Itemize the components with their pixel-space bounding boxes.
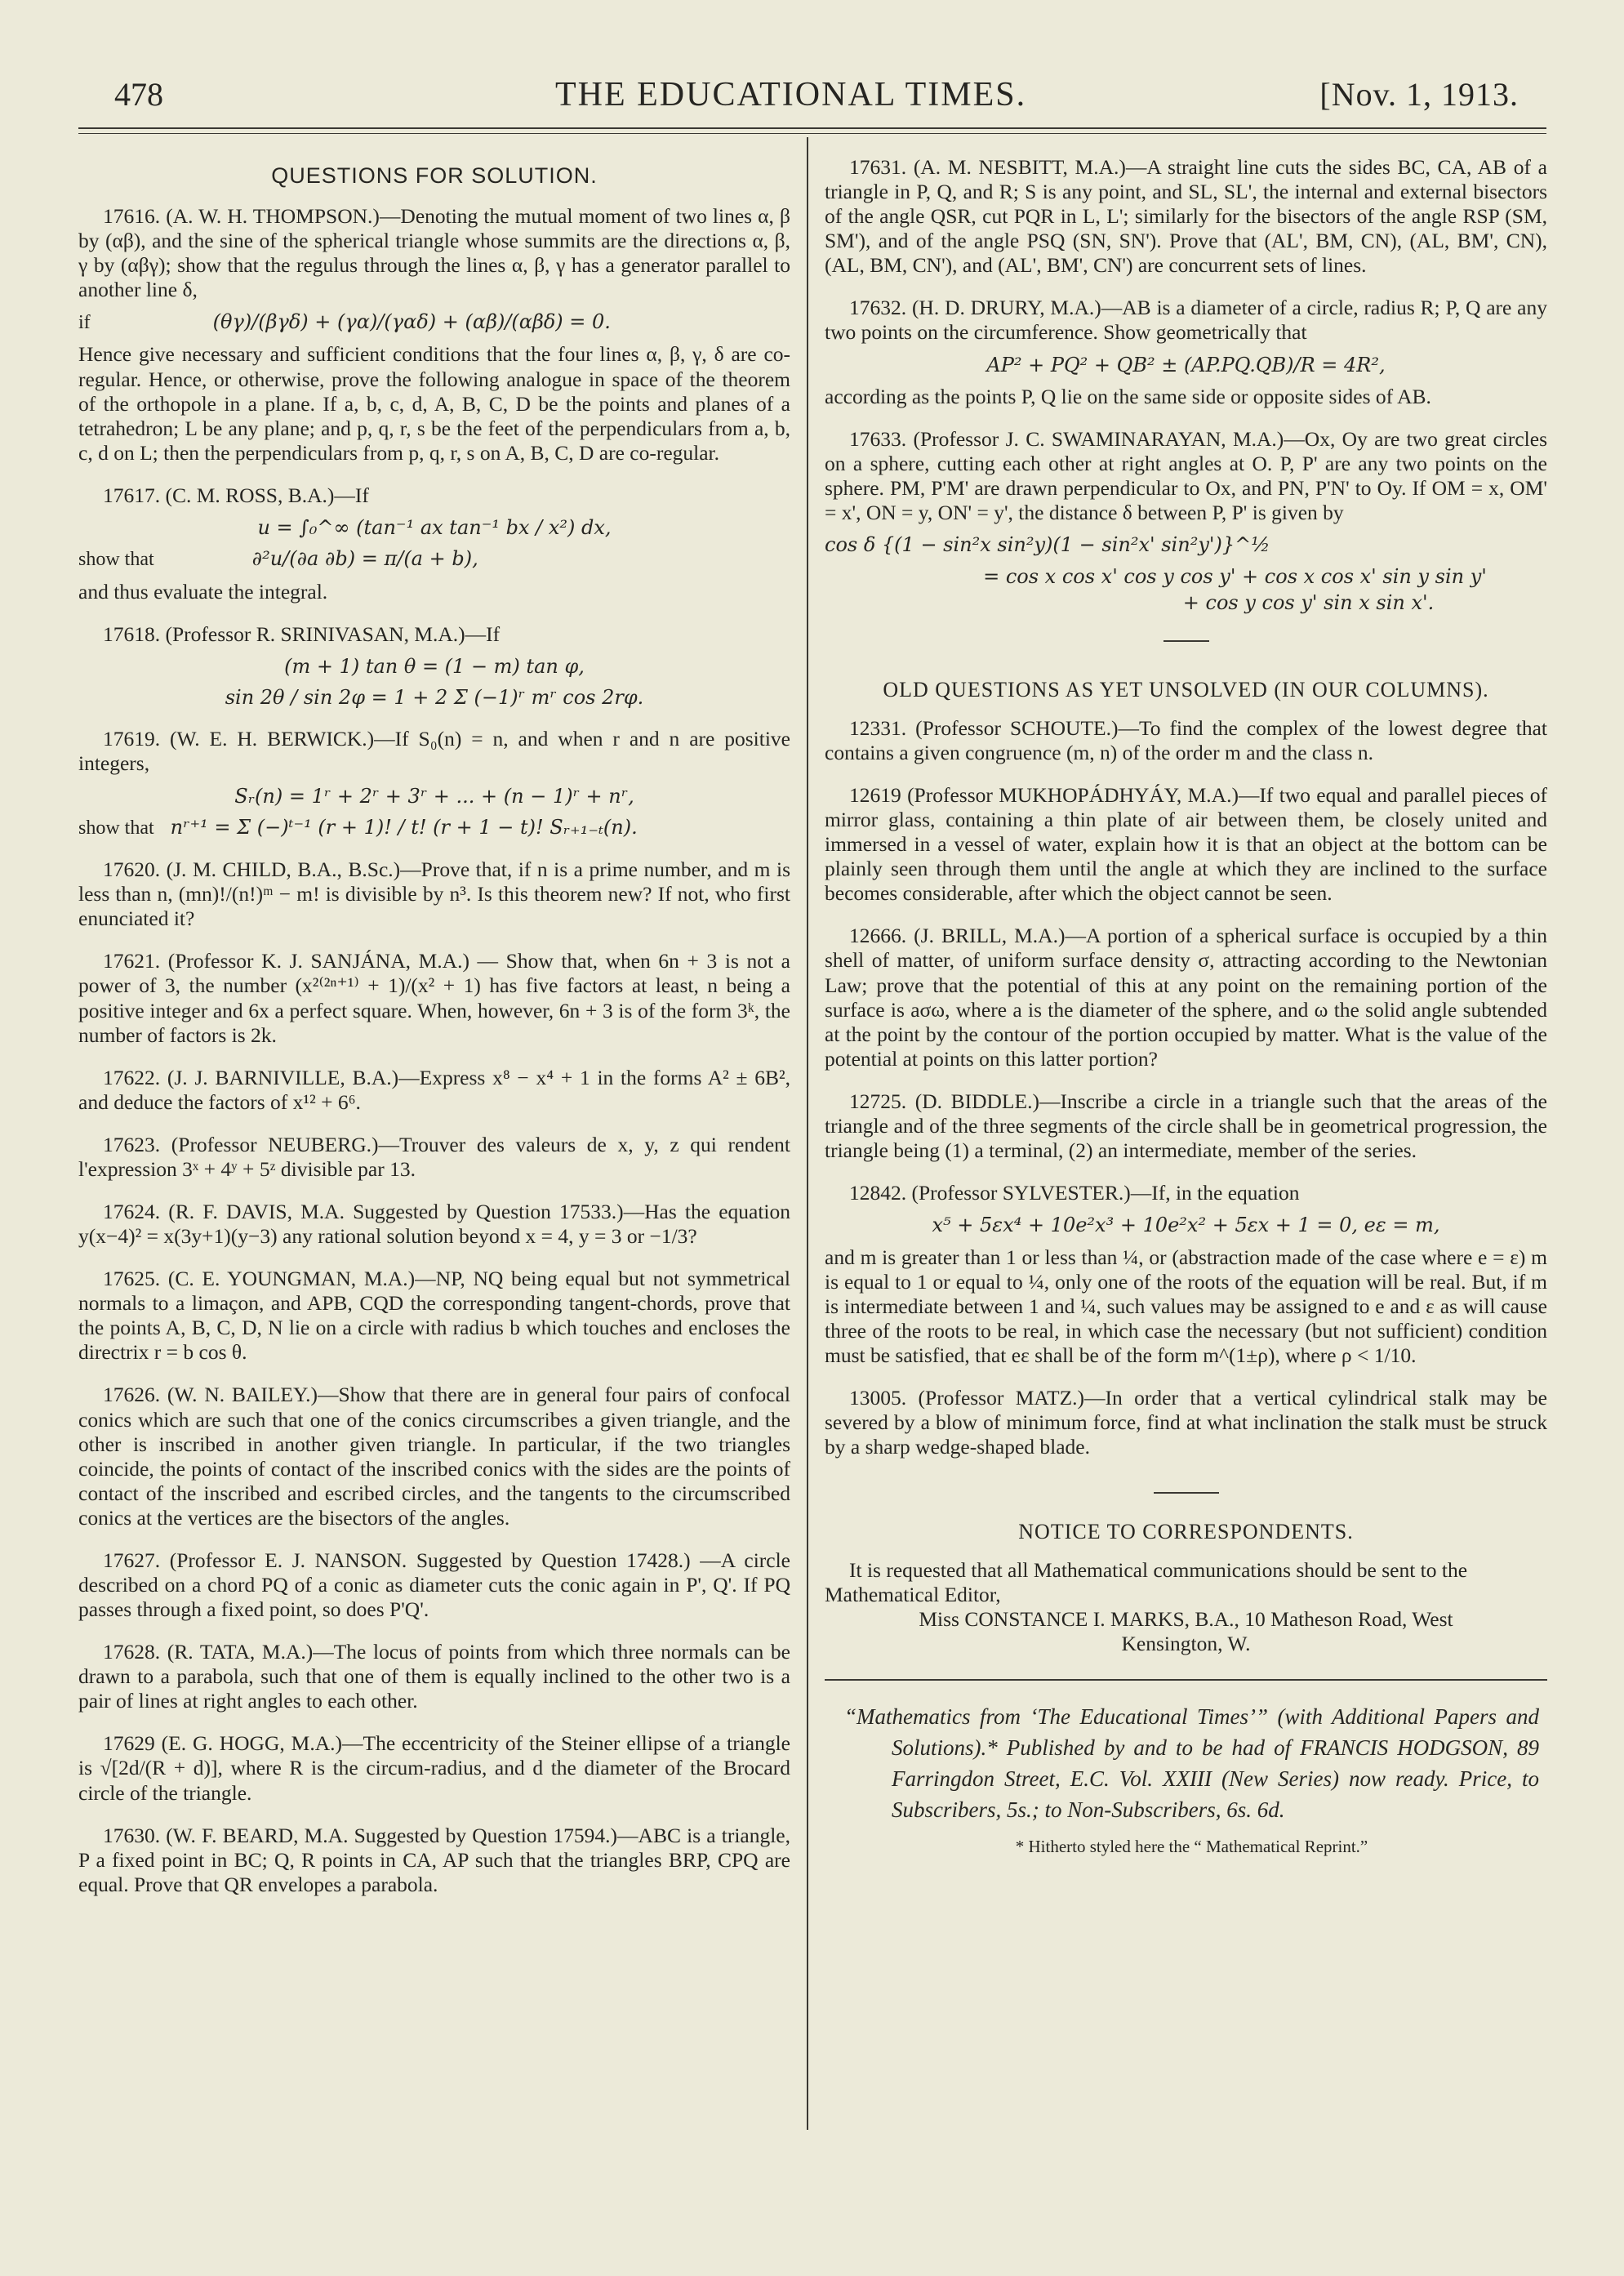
right-column xyxy=(825,147,1547,1874)
question-text: 17619. (W. E. H. BERWICK.)—If S₀(n) = n, and when r and n are positive integers, xyxy=(78,727,790,776)
question-17616 xyxy=(78,204,790,465)
question-text: 12842. (Professor SYLVESTER.)—If, in the equation xyxy=(849,1181,1300,1205)
old-questions-heading: OLD QUESTIONS AS YET UNSOLVED (IN OUR COLUMNS). xyxy=(883,678,1489,702)
question-text-continued: according as the points P, Q lie on the same side or opposite sides of AB. xyxy=(825,384,1431,408)
formula-body: (θγ)/(βγδ) + (γα)/(γαδ) + (αβ)/(αβδ) = 0. xyxy=(212,310,611,334)
question-text: 17621. (Professor K. J. SANJÁNA, M.A.) — Show that, when 6n + 3 is not a power of 3, the number (x²⁽²ⁿ⁺¹⁾ + 1)/(x² + 1) has five factors at least, n being a positive integer and 6x a perfect square. When, however, 6n + 3 is of the form 3ᵏ, the number of factors is 2k. xyxy=(78,949,790,1047)
question-text: 17624. (R. F. DAVIS, M.A. Suggested by Question 17533.)—Has the equation y(x−4)² = x(3y+1)(y−3) any rational solution beyond x = 4, y = 3 or −1/3? xyxy=(78,1200,790,1249)
notice-divider xyxy=(1154,1492,1219,1494)
reprint-advertisement xyxy=(825,1679,1547,1857)
advertisement-footnote: * Hitherto styled here the “ Mathematical Reprint.” xyxy=(1015,1837,1368,1857)
header-rule-bottom xyxy=(78,133,1546,134)
question-17625 xyxy=(78,1267,790,1365)
question-text: 17633. (Professor J. C. SWAMINARAYAN, M.A.)—Ox, Oy are two great circles on a sphere, cutting each other at right angles at O. P, P' are any two points on the sphere. PM, P'M' are drawn perpendicular to Ox, and PN, P'N' to Oy. If OM = x, OM' = x', ON = y, ON' = y', the distance δ between P, P' is given by xyxy=(825,426,1547,525)
question-text: 17626. (W. N. BAILEY.)—Show that there are in general four pairs of confocal conics which are such that one of the conics circumscribes a given triangle, and the other is inscribed in another given triangle. In particular, if the two triangles coincide, the points of contact of the inscribed conics with the sides are the points of contact of the inscribed and escribed circles, and the tangents to the circumscribed conics at the vertices are the bisectors of the angles. xyxy=(78,1383,790,1530)
question-text: 12725. (D. BIDDLE.)—Inscribe a circle in a triangle such that the areas of the triangle and of the three segments of the circle shall be in geometrical progression, the triangle being (1) a terminal, (2) an intermediate, member of the series. xyxy=(825,1089,1547,1163)
question-17621 xyxy=(78,949,790,1047)
question-text-continued: Hence give necessary and sufficient conditions that the four lines α, β, γ, δ are co-regular. Hence, or otherwise, prove the following analogue in space of the theorem of the orthopole in a plane. If a, b, c, d, A, B, C, D be the points and planes of a tetrahedron; L be any plane; and p, q, r, s be the feet of the perpendiculars from a, b, c, d on L; then the perpendiculars from p, q, r, s on A, B, C, D are co-regular. xyxy=(78,342,790,465)
question-text: 17627. (Professor E. J. NANSON. Suggested by Question 17428.) —A circle described on a chord PQ of a conic as diameter cuts the conic again in P', Q'. If PQ passes through a fixed point, so does P'Q'. xyxy=(78,1548,790,1622)
formula-integral: u = ∫₀^∞ (tan⁻¹ ax tan⁻¹ bx / x²) dx, xyxy=(257,515,612,539)
question-17620 xyxy=(78,857,790,931)
question-text: 17631. (A. M. NESBITT, M.A.)—A straight line cuts the sides BC, CA, AB of a triangle in P, Q, and R; S is any point, and SL, SL', the internal and external bisectors of the angle QSR, cut PQR in L, L'; similarly for the bisectors of the angle RSP (SM, SM'), and of the angle PSQ (SN, SN'). Prove that (AL', BM, CN), (AL, BM', CN), (AL, BM, CN'), and (AL', BM', CN') are concurrent sets of lines. xyxy=(825,155,1547,278)
formula-condition: (m + 1) tan θ = (1 − m) tan φ, xyxy=(284,654,585,678)
question-12725 xyxy=(825,1089,1547,1163)
question-12619 xyxy=(825,783,1547,906)
question-text: 17630. (W. F. BEARD, M.A. Suggested by Question 17594.)—ABC is a triangle, P a fixed point in BC; Q, R points in CA, AP such that the triangles BRP, CPQ are equal. Prove that QR envelopes a parabola. xyxy=(78,1823,790,1896)
question-text: 12619 (Professor MUKHOPÁDHYÁY, M.A.)—If two equal and parallel pieces of mirror glass, containing a thin plate of air between them, be closely united and immersed in a vessel of water, explain how it is that an object at the bottom can be plainly seen through them until the angle at which they are inclined to the surface becomes considerable, after which the object cannot be seen. xyxy=(825,783,1547,906)
page-header xyxy=(114,75,1519,124)
formula-prefix: show that xyxy=(78,549,154,571)
question-text: 17616. (A. W. H. THOMPSON.)—Denoting the mutual moment of two lines α, β by (αβ), and the sine of the spherical triangle whose summits are the directions α, β, γ by (αβγ); show that the regulus through the lines α, β, γ has a generator parallel to another line δ, xyxy=(78,203,790,302)
formula-result xyxy=(78,547,790,571)
formula-identity xyxy=(78,816,790,840)
formula xyxy=(78,310,790,334)
question-text: 12666. (J. BRILL, M.A.)—A portion of a spherical surface is occupied by a thin shell of matter, of uniform surface density σ, attracting according to the Newtonian Law; prove that the potential of this at any point on the remaining portion of the surface is aσω, where a is the diameter of the sphere, and ω the solid angle subtended at the point by the contour of the portion occupied by matter. What is the value of the potential at points on this latter portion? xyxy=(825,924,1547,1071)
question-17629 xyxy=(78,1731,790,1805)
notice-to-correspondents xyxy=(825,1520,1547,1656)
editor-address-line-2: Kensington, W. xyxy=(1121,1632,1251,1656)
formula-line-2: = cos x cos x' cos y cos y' + cos x cos x' sin y sin y' xyxy=(983,564,1487,588)
formula: AP² + PQ² + QB² ± (AP.PQ.QB)/R = 4R², xyxy=(986,353,1386,376)
question-text: 17622. (J. J. BARNIVILLE, B.A.)—Express x⁸ − x⁴ + 1 in the forms A² ± 6B², and deduce the factors of x¹² + 6⁶. xyxy=(78,1065,790,1114)
question-17619 xyxy=(78,727,790,840)
formula-prefix: if xyxy=(78,312,91,334)
question-17627 xyxy=(78,1548,790,1622)
header-rule-top xyxy=(78,127,1546,129)
question-text: 13005. (Professor MATZ.)—In order that a vertical cylindrical stalk may be severed by a blow of minimum force, find at what inclination the stalk must be struck by a sharp wedge-shaped blade. xyxy=(825,1385,1547,1459)
question-17631 xyxy=(825,155,1547,278)
question-13005 xyxy=(825,1386,1547,1459)
question-17626 xyxy=(78,1383,790,1530)
question-17617 xyxy=(78,483,790,604)
formula-line-3: + cos y cos y' sin x sin x'. xyxy=(1182,590,1435,614)
question-text: 17628. (R. TATA, M.A.)—The locus of points from which three normals can be drawn to a parabola, such that one of them is equally inclined to the other two is a pair of lines at right angles to each other. xyxy=(78,1640,790,1713)
question-text: 17620. (J. M. CHILD, B.A., B.Sc.)—Prove that, if n is a prime number, and m is less than n, (mn)!/(n!)ᵐ − m! is divisible by n³. Is this theorem new? If not, who first enunciated it? xyxy=(78,857,790,931)
question-17633 xyxy=(825,427,1547,614)
formula-line-1: cos δ {(1 − sin²x sin²y)(1 − sin²x' sin²y')}^½ xyxy=(825,533,1270,557)
question-text: 17629 (E. G. HOGG, M.A.)—The eccentricity of the Steiner ellipse of a triangle is √[2d/(R + d)], where R is the circum-radius, and d the diameter of the Brocard circle of the triangle. xyxy=(78,1731,790,1805)
question-text: 17623. (Professor NEUBERG.)—Trouver des valeurs de x, y, z qui rendent l'expression 3ˣ + 4ʸ + 5ᶻ divisible par 13. xyxy=(78,1132,790,1181)
question-17618 xyxy=(78,622,790,710)
question-text: 12331. (Professor SCHOUTE.)—To find the complex of the lowest degree that contains a given congruence (m, n) of the order m and the class n. xyxy=(825,715,1547,764)
question-17622 xyxy=(78,1066,790,1115)
question-17624 xyxy=(78,1200,790,1249)
question-text: 17625. (C. E. YOUNGMAN, M.A.)—NP, NQ being equal but not symmetrical normals to a limaçon, and APB, CQD the corresponding tangent-chords, prove that the points A, B, C, D, N lie on a circle with radius b which touches and encloses the directrix r = b cos θ. xyxy=(78,1267,790,1365)
formula-series: sin 2θ / sin 2φ = 1 + 2 Σ (−1)ʳ mʳ cos 2rφ. xyxy=(225,686,644,710)
left-column xyxy=(78,147,790,1915)
formula-sum: Sᵣ(n) = 1ʳ + 2ʳ + 3ʳ + ... + (n − 1)ʳ + nʳ, xyxy=(234,784,634,808)
formula-body: ∂²u/(∂a ∂b) = π/(a + b), xyxy=(251,547,478,571)
notice-text: It is requested that all Mathematical communications should be sent to the Mathematical Editor, xyxy=(825,1557,1468,1606)
editor-address: Miss CONSTANCE I. MARKS, B.A., 10 Matheson Road, West xyxy=(919,1606,1453,1631)
question-text: 17617. (C. M. ROSS, B.A.)—If xyxy=(103,483,369,507)
page-number: 478 xyxy=(114,76,163,113)
question-17632 xyxy=(825,296,1547,409)
question-17623 xyxy=(78,1133,790,1182)
journal-title: THE EDUCATIONAL TIMES. xyxy=(555,76,1027,114)
formula-prefix: show that xyxy=(78,817,154,839)
question-12666 xyxy=(825,924,1547,1071)
section-divider xyxy=(1163,640,1209,642)
question-12331 xyxy=(825,716,1547,765)
question-17628 xyxy=(78,1640,790,1713)
question-17630 xyxy=(78,1824,790,1897)
formula-body: nʳ⁺¹ = Σ (−)ᵗ⁻¹ (r + 1)! / t! (r + 1 − t)! Sᵣ₊₁₋ₜ(n). xyxy=(170,815,638,839)
column-divider xyxy=(807,137,808,2130)
question-text-continued: and thus evaluate the integral. xyxy=(78,579,328,604)
notice-heading: NOTICE TO CORRESPONDENTS. xyxy=(1018,1520,1354,1544)
question-text: 17632. (H. D. DRURY, M.A.)—AB is a diameter of a circle, radius R; P, Q are any two points on the circumference. Show geometrically that xyxy=(825,296,1547,345)
advertisement-text: “Mathematics from ‘The Educational Times’” (with Additional Papers and Solutions).* Published by and to be had of FRANCIS HODGSON, 89 Farringdon Street, E.C. Vol. XXIII (New Series) now ready. Price, to Subscribers, 5s.; to Non-Subscribers, 6s. 6d. xyxy=(844,1704,1539,1822)
issue-date: [Nov. 1, 1913. xyxy=(1319,76,1519,113)
questions-heading: QUESTIONS FOR SOLUTION. xyxy=(271,163,598,188)
question-text-continued: and m is greater than 1 or less than ¼, or (abstraction made of the case where e = ε) m is equal to 1 or equal to ¼, only one of the roots of the equation will be real. But, if m is intermediate between 1 and ¼, such values may be assigned to e and ε as will cause three of the roots to be real, in which case the necessary (but not sufficient) condition must be satisfied, that eε shall be of the form m^(1±ρ), where ρ < 1/10. xyxy=(825,1245,1547,1367)
formula: x⁵ + 5εx⁴ + 10e²x³ + 10e²x² + 5εx + 1 = 0, eε = m, xyxy=(932,1214,1440,1237)
question-text: 17618. (Professor R. SRINIVASAN, M.A.)—If xyxy=(103,621,501,646)
question-12842 xyxy=(825,1181,1547,1368)
